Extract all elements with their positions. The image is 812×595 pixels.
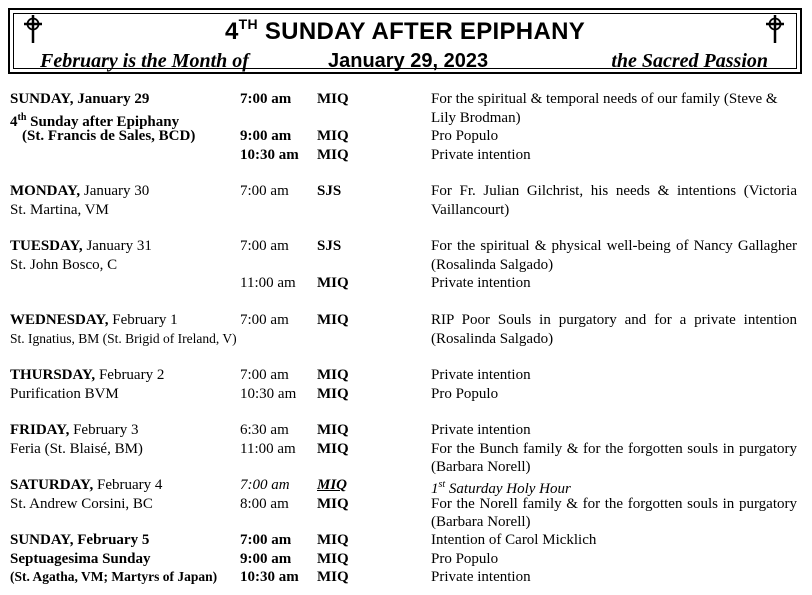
- mass-intention: Pro Populo: [431, 128, 499, 144]
- feast-label: Septuagesima Sunday: [10, 550, 151, 567]
- page-title: 4TH SUNDAY AFTER EPIPHANY: [224, 16, 586, 45]
- celebrant-code: SJS: [317, 238, 342, 254]
- mass-intention: Private intention: [431, 422, 531, 438]
- saint-label: St. Ignatius, BM (St. Brigid of Ireland, V): [10, 330, 237, 346]
- day-block: [10, 237, 800, 311]
- mass-intention: For the spiritual & temporal needs of our family (Steve & Lily Brodman): [431, 91, 778, 126]
- mass-intention: Intention of Carol Micklich: [431, 532, 597, 548]
- mass-time: 10:30 am: [240, 385, 297, 402]
- mass-time: 7:00 am: [240, 367, 289, 383]
- saint-label: Purification BVM: [10, 385, 119, 402]
- mass-intention: Private intention: [431, 146, 531, 163]
- mass-intention: 1st Saturday Holy Hour: [431, 479, 571, 497]
- mass-time: 11:00 am: [240, 440, 296, 457]
- mass-time: 10:30 am: [240, 146, 299, 163]
- day-label: SUNDAY, January 29: [10, 91, 150, 107]
- mass-intention: For the spiritual & physical well-being of Nancy Gallagher (Rosalinda Salgado): [431, 238, 797, 273]
- day-label: TUESDAY, January 31: [10, 238, 152, 254]
- mass-time: 11:00 am: [240, 275, 296, 291]
- celebrant-code: MIQ: [317, 128, 349, 144]
- saint-label: (St. Agatha, VM; Martyrs of Japan): [10, 569, 218, 584]
- mass-schedule: [10, 90, 800, 587]
- saint-label: St. Andrew Corsini, BC: [10, 495, 153, 512]
- day-block: [10, 531, 800, 587]
- day-label: THURSDAY, February 2: [10, 367, 165, 383]
- celebrant-code: MIQ: [317, 440, 349, 457]
- mass-time: 7:00 am: [240, 312, 289, 328]
- celebrant-code: MIQ: [317, 275, 349, 291]
- mass-time: 7:00 am: [240, 238, 289, 254]
- mass-intention: Private intention: [431, 569, 531, 585]
- saint-label: (St. Francis de Sales, BCD): [22, 128, 196, 144]
- mass-time: 8:00 am: [240, 495, 289, 512]
- mass-time: 9:00 am: [240, 128, 292, 144]
- celebrant-code: MIQ: [317, 146, 349, 163]
- day-block: [10, 182, 800, 237]
- mass-time: 10:30 am: [240, 569, 299, 585]
- day-block: [10, 90, 800, 182]
- month-dedication-left: February is the Month of: [40, 50, 249, 72]
- mass-time: 6:30 am: [240, 422, 289, 438]
- celebrant-code: MIQ: [317, 477, 348, 493]
- celebrant-code: MIQ: [317, 532, 349, 548]
- mass-time: 7:00 am: [240, 183, 289, 199]
- mass-time: 7:00 am: [240, 532, 292, 548]
- day-label: MONDAY, January 30: [10, 183, 150, 199]
- mass-intention: For the Norell family & for the forgotten souls in purgatory (Barbara Norell): [431, 495, 797, 530]
- day-block: [10, 421, 800, 476]
- celebrant-code: MIQ: [317, 422, 349, 438]
- celebrant-code: MIQ: [317, 569, 349, 585]
- bulletin-date: January 29, 2023: [328, 50, 489, 72]
- celebrant-code: MIQ: [317, 367, 349, 383]
- header-box: [8, 8, 802, 74]
- mass-intention: Pro Populo: [431, 550, 499, 567]
- saint-label: Feria (St. Blaisé, BM): [10, 440, 143, 457]
- day-label: SATURDAY, February 4: [10, 477, 163, 493]
- day-block: [10, 476, 800, 531]
- saint-label: St. John Bosco, C: [10, 256, 118, 273]
- mass-intention: RIP Poor Souls in purgatory and for a private intention (Rosalinda Salgado): [431, 312, 797, 347]
- mass-intention: Pro Populo: [431, 385, 499, 402]
- day-label: FRIDAY, February 3: [10, 422, 139, 438]
- mass-time: 9:00 am: [240, 550, 292, 567]
- mass-intention: For Fr. Julian Gilchrist, his needs & intentions (Victoria Vaillancourt): [431, 183, 797, 218]
- saint-label: St. Martina, VM: [10, 201, 109, 218]
- mass-intention: Private intention: [431, 275, 531, 291]
- feast-label: 4th Sunday after Epiphany: [10, 111, 180, 130]
- mass-time: 7:00 am: [240, 91, 292, 107]
- celebrant-code: MIQ: [317, 385, 349, 402]
- day-block: [10, 311, 800, 366]
- month-dedication-right: the Sacred Passion: [611, 50, 768, 72]
- mass-time: 7:00 am: [240, 477, 290, 493]
- day-label: WEDNESDAY, February 1: [10, 312, 178, 328]
- mass-intention: For the Bunch family & for the forgotten souls in purgatory (Barbara Norell): [431, 440, 797, 475]
- mass-intention: Private intention: [431, 367, 531, 383]
- celebrant-code: MIQ: [317, 312, 349, 328]
- celebrant-code: SJS: [317, 183, 342, 199]
- day-label: SUNDAY, February 5: [10, 532, 150, 548]
- day-block: [10, 366, 800, 421]
- celebrant-code: MIQ: [317, 495, 349, 512]
- celebrant-code: MIQ: [317, 91, 349, 107]
- celebrant-code: MIQ: [317, 550, 349, 567]
